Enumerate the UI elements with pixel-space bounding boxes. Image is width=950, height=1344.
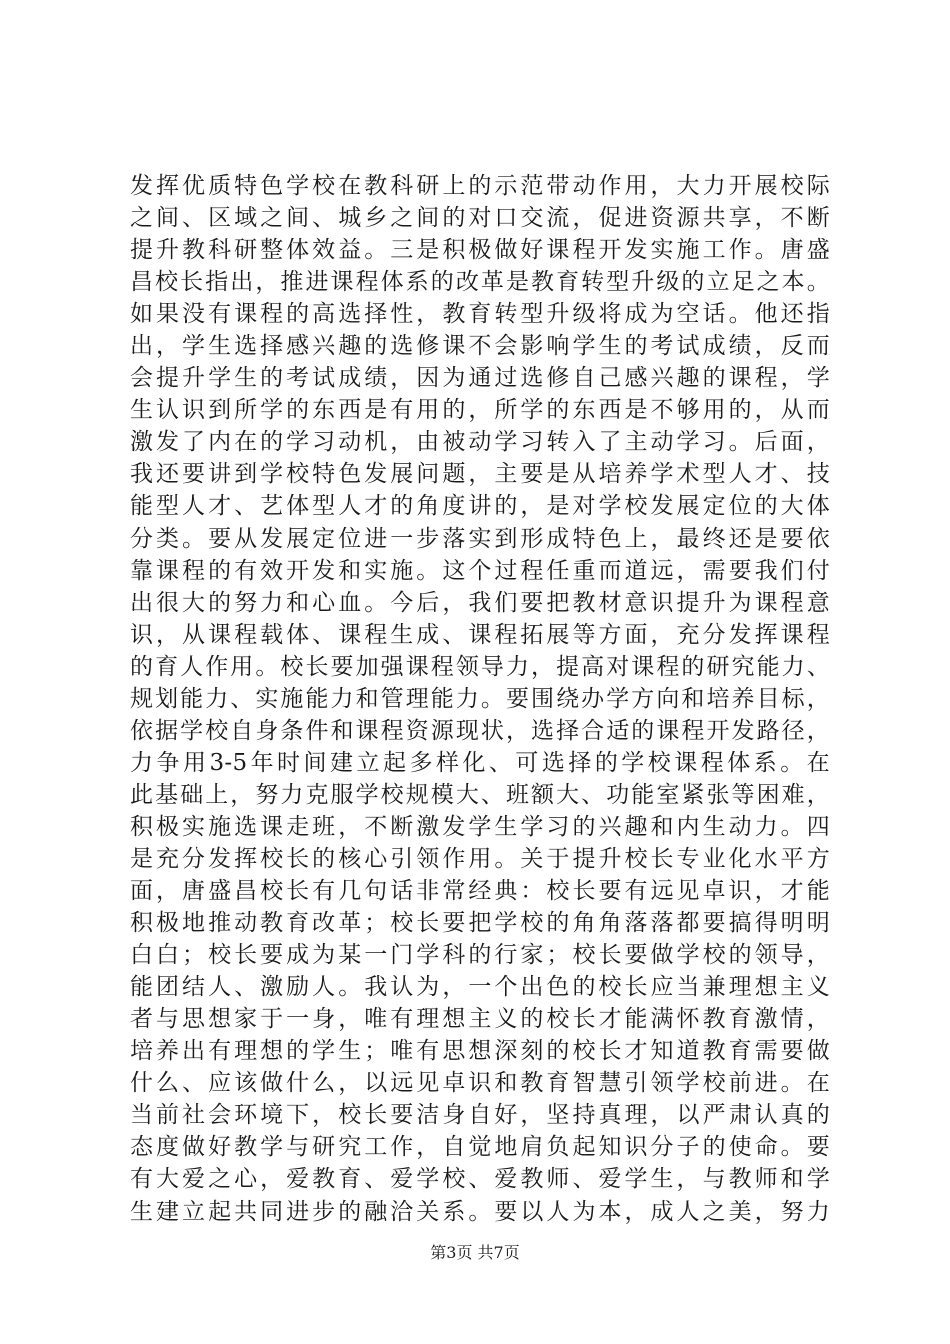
- text-line: 积极地推动教育改革；校长要把学校的角角落落都要搞得明明: [130, 910, 830, 937]
- text-line: 能型人才、艺体型人才的角度讲的，是对学校发展定位的大体: [130, 493, 830, 520]
- page-footer: 第3页 共7页: [430, 1243, 520, 1262]
- text-line: 识，从课程载体、课程生成、课程拓展等方面，充分发挥课程: [130, 621, 830, 648]
- text-line: 生建立起共同进步的融洽关系。要以人为本，成人之美，努力: [130, 1198, 830, 1225]
- text-line: 出很大的努力和心血。今后，我们要把教材意识提升为课程意: [130, 589, 830, 616]
- text-line: 靠课程的有效开发和实施。这个过程任重而道远，需要我们付: [130, 557, 830, 584]
- text-line: 者与思想家于一身，唯有理想主义的校长才能满怀教育激情，: [130, 1006, 830, 1033]
- text-line: 激发了内在的学习动机，由被动学习转入了主动学习。后面，: [130, 429, 830, 456]
- text-line: 之间、区域之间、城乡之间的对口交流，促进资源共享，不断: [130, 205, 830, 232]
- text-line: 出，学生选择感兴趣的选修课不会影响学生的考试成绩，反而: [130, 333, 830, 360]
- text-line: 面，唐盛昌校长有几句话非常经典：校长要有远见卓识，才能: [130, 878, 830, 905]
- text-line: 规划能力、实施能力和管理能力。要围绕办学方向和培养目标，: [130, 685, 830, 712]
- text-line: 有大爱之心，爱教育、爱学校、爱教师、爱学生，与教师和学: [130, 1166, 830, 1193]
- text-line: 能团结人、激励人。我认为，一个出色的校长应当兼理想主义: [130, 974, 830, 1001]
- text-line: 此基础上，努力克服学校规模大、班额大、功能室紧张等困难，: [130, 781, 830, 808]
- text-line: 生认识到所学的东西是有用的，所学的东西是不够用的，从而: [130, 397, 830, 424]
- text-line: 力争用3-5年时间建立起多样化、可选择的学校课程体系。在: [130, 749, 830, 776]
- body-text: [130, 170, 830, 1228]
- text-line: 依据学校自身条件和课程资源现状，选择合适的课程开发路径，: [130, 717, 830, 744]
- text-line: 发挥优质特色学校在教科研上的示范带动作用，大力开展校际: [130, 173, 830, 199]
- text-line: 什么、应该做什么，以远见卓识和教育智慧引领学校前进。在: [130, 1070, 830, 1097]
- text-line: 白白；校长要成为某一门学科的行家；校长要做学校的领导，: [130, 942, 830, 969]
- text-line: 如果没有课程的高选择性，教育转型升级将成为空话。他还指: [130, 301, 830, 328]
- text-line: 昌校长指出，推进课程体系的改革是教育转型升级的立足之本。: [130, 269, 830, 296]
- text-line: 培养出有理想的学生；唯有思想深刻的校长才知道教育需要做: [130, 1038, 830, 1065]
- text-line: 态度做好教学与研究工作，自觉地肩负起知识分子的使命。要: [130, 1134, 830, 1161]
- text-line: 当前社会环境下，校长要洁身自好，坚持真理，以严肃认真的: [130, 1102, 830, 1129]
- text-line: 的育人作用。校长要加强课程领导力，提高对课程的研究能力、: [130, 653, 830, 680]
- text-line: 分类。要从发展定位进一步落实到形成特色上，最终还是要依: [130, 525, 830, 552]
- text-line: 是充分发挥校长的核心引领作用。关于提升校长专业化水平方: [130, 845, 830, 872]
- text-line: 提升教科研整体效益。三是积极做好课程开发实施工作。唐盛: [130, 237, 830, 264]
- text-line: 积极实施选课走班，不断激发学生学习的兴趣和内生动力。四: [130, 813, 830, 840]
- text-line: 会提升学生的考试成绩，因为通过选修自己感兴趣的课程，学: [130, 365, 830, 392]
- text-line: 我还要讲到学校特色发展问题，主要是从培养学术型人才、技: [130, 461, 830, 488]
